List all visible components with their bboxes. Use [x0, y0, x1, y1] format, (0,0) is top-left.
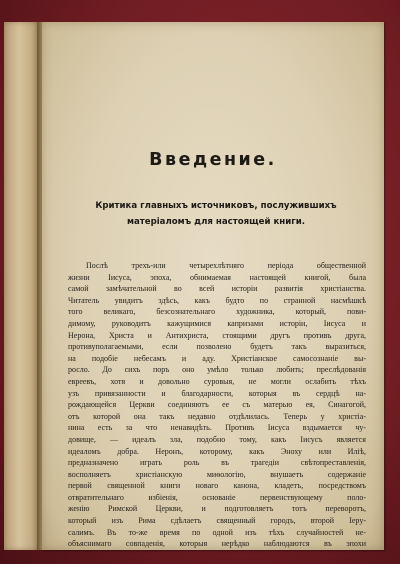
text-line: первой священной книги новаго канона, кладетъ, посредствомъ [68, 481, 366, 491]
book-page [42, 22, 384, 550]
text-line: предназначено играть роль въ трагедіи свѣтопреставленія, [68, 458, 366, 468]
text-line: Читатель увидитъ здѣсь, какъ будто по странной насмѣшкѣ [68, 295, 366, 305]
text-line: который изъ Рима сдѣлаетъ священный городъ, второй Іеру- [68, 516, 366, 526]
text-line: димому, руководитъ кажущимися капризами исторіи, Іисуса и [68, 318, 366, 328]
text-line: нина есть за что ненавидѣть. Противъ Іисуса вздымается чу- [68, 423, 366, 433]
text-line: рождающейся Церкви соединяютъ ее съ матерью ея, Синагогой, [68, 400, 366, 410]
text-line: противуполагаемыми, если позволено будетъ такъ выразиться, [68, 342, 366, 352]
chapter-subheading: Критика главныхъ источниковъ, послужившихъ матеріаломъ для настоящей книги. [95, 201, 337, 227]
text-line: объяснимаго совпаденія, которыя нерѣдко наблюдаются въ эпохи [68, 539, 366, 549]
text-line: Нерона, Христа и Антихриста, стоящими другъ противъ друга, [68, 330, 366, 340]
text-line: восполняетъ христіанскую миѳологію, внушаетъ содержаніе [68, 469, 366, 479]
left-page-edge [4, 22, 39, 550]
text-line: жизни Іисуса, эпоха, обнимаемая настоящей книгой, была [68, 272, 366, 282]
text-line: росло. До сихъ поръ оно умѣло только любить; преслѣдованія [68, 365, 366, 375]
text-line: узъ привязанности и благодарности, которыя въ сердцѣ на- [68, 388, 366, 398]
text-line: того великаго, безсознательнаго художника, который, пови- [68, 307, 366, 317]
text-line: евреевъ, хотя и довольно суровыя, не могли ослабить тѣхъ [68, 376, 366, 386]
body-paragraph [68, 260, 366, 550]
text-line: самой замѣчательной во всей исторіи развитія христіанства. [68, 284, 366, 294]
text-line: салимъ. Въ то-же время по одной изъ тѣхъ случайностей не- [68, 527, 366, 537]
text-line: на подобіе небесамъ и аду. Христіанское самосознаніе вы- [68, 353, 366, 363]
text-line: женію Римской Церкви, и подготовляетъ тотъ переворотъ, [68, 504, 366, 514]
text-line: Послѣ трехъ-или четырехлѣтняго періода общественной [86, 261, 366, 270]
text-line: довище, — идеалъ зла, подобно тому, какъ Іисусъ является [68, 434, 366, 444]
text-line: отъ которой она такъ недавно отдѣлилась. Теперь у христіа- [68, 411, 366, 421]
text-line: отвратительнаго избіенія, основаніе первенствующему поло- [68, 492, 366, 502]
chapter-heading: Введение. [149, 150, 277, 170]
text-line: идеаломъ добра. Неронъ, которому, какъ Эноху или Иліѣ, [68, 446, 366, 456]
